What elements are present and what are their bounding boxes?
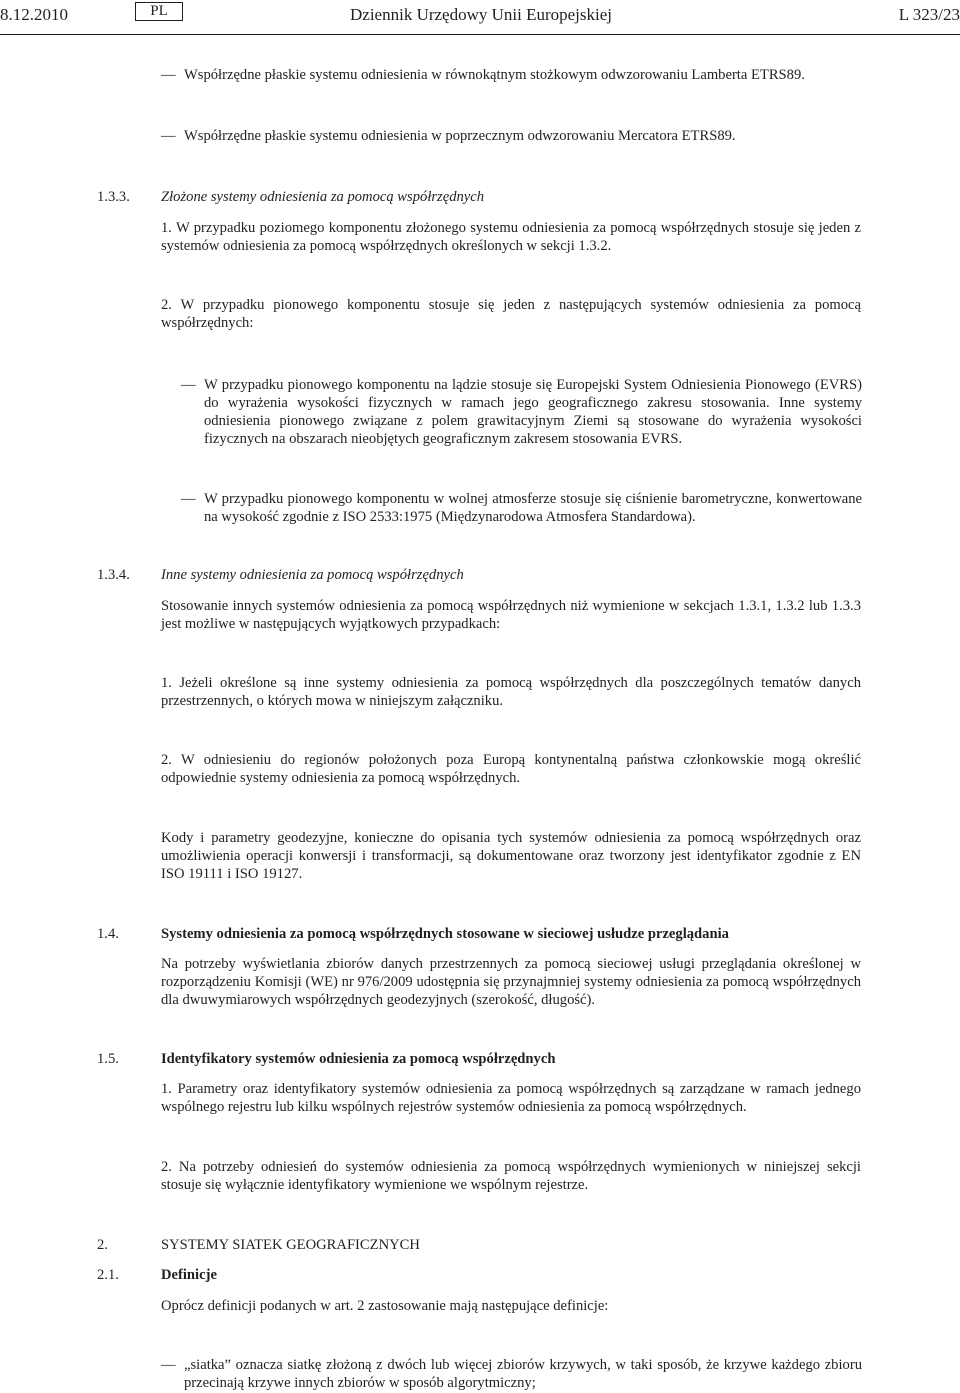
dash-marker: — (161, 67, 176, 83)
section-number: 1.5. (97, 1051, 119, 1067)
dash-marker: — (161, 128, 176, 144)
header-rule (0, 34, 960, 35)
section-title: Definicje (161, 1267, 217, 1283)
dash-marker: — (161, 1357, 176, 1373)
section-number: 2. (97, 1237, 108, 1253)
list-item: 2. W odniesieniu do regionów położonych poza Europą kontynentalną państwa członkowskie mogą określić odpowiednie systemy odniesienia za pomocą współrzędnych. (161, 752, 861, 786)
list-item: „siatka” oznacza siatkę złożoną z dwóch lub więcej zbiorów krzywych, w taki sposób, że krzywe każdego zbioru przecinają krzywe innych zbiorów w sposób algorytmiczny; (184, 1357, 862, 1391)
header-date: 8.12.2010 (0, 5, 68, 24)
paragraph: 1. W przypadku poziomego komponentu złożonego systemu odniesienia za pomocą współrzędnych stosuje się jeden z systemów odniesienia za pomocą współrzędnych określonych w sekcji 1.3.2. (161, 220, 861, 254)
dash-marker: — (181, 491, 196, 507)
page-header (0, 0, 960, 34)
list-item: Współrzędne płaskie systemu odniesienia w równokątnym stożkowym odwzorowaniu Lamberta ETRS89. (184, 67, 805, 83)
list-item: W przypadku pionowego komponentu w wolnej atmosferze stosuje się ciśnienie barometryczne, konwertowane na wysokość zgodnie z ISO 2533:1975 (Międzynarodowa Atmosfera Standardowa). (204, 491, 862, 525)
list-item: 1. Parametry oraz identyfikatory systemów odniesienia za pomocą współrzędnych są zarządzane w ramach jednego wspólnego rejestru lub kilku wspólnych rejestrów systemów odniesienia za pomocą współrzędnych. (161, 1081, 861, 1115)
section-number: 1.3.3. (97, 189, 130, 205)
section-title: Identyfikatory systemów odniesienia za pomocą współrzędnych (161, 1051, 556, 1067)
journal-title: Dziennik Urzędowy Unii Europejskiej (350, 5, 613, 24)
language-badge: PL (135, 2, 183, 21)
list-item: 1. Jeżeli określone są inne systemy odniesienia za pomocą współrzędnych dla poszczególnych tematów danych przestrzennych, o których mowa w niniejszym załączniku. (161, 675, 861, 709)
section-title: Inne systemy odniesienia za pomocą współrzędnych (161, 567, 464, 583)
paragraph: Na potrzeby wyświetlania zbiorów danych przestrzennych za pomocą sieciowej usługi przeglądania określonej w rozporządzeniu Komisji (WE) nr 976/2009 udostępnia się przynajmniej systemy odniesienia za pomocą współrzędnych dla dwuwymiarowych współrzędnych geodezyjnych (szerokość, długość). (161, 956, 861, 1008)
paragraph: Kody i parametry geodezyjne, konieczne do opisania tych systemów odniesienia za pomocą współrzędnych oraz umożliwienia operacji konwersji i transformacji, są dokumentowane oraz tworzony jest identyfikator zgodnie z EN ISO 19111 i ISO 19127. (161, 830, 861, 882)
list-item: Współrzędne płaskie systemu odniesienia w poprzecznym odwzorowaniu Mercatora ETRS89. (184, 128, 736, 144)
section-number: 1.4. (97, 926, 119, 942)
paragraph: 2. W przypadku pionowego komponentu stosuje się jeden z następujących systemów odniesienia za pomocą współrzędnych: (161, 297, 861, 331)
section-title: Złożone systemy odniesienia za pomocą współrzędnych (161, 189, 485, 205)
section-number: 2.1. (97, 1267, 119, 1283)
section-number: 1.3.4. (97, 567, 130, 583)
dash-marker: — (181, 377, 196, 393)
section-title: Systemy odniesienia za pomocą współrzędnych stosowane w sieciowej usłudze przeglądania (161, 926, 729, 942)
paragraph: Oprócz definicji podanych w art. 2 zastosowanie mają następujące definicje: (161, 1298, 609, 1314)
list-item: W przypadku pionowego komponentu na lądzie stosuje się Europejski System Odniesienia Pionowego (EVRS) do wyrażenia wysokości fizycznych w ramach jego geograficznego zakresu stosowania. Inne systemy odniesienia pionowego związane z polem grawitacyjnym Ziemi są stosowane do wyrażenia wysokości fizycznych na obszarach nieobjętych geograficznym zakresem stosowania EVRS. (204, 377, 862, 447)
page-reference: L 323/23 (898, 5, 960, 24)
list-item: 2. Na potrzeby odniesień do systemów odniesienia za pomocą współrzędnych wymienionych w niniejszej sekcji stosuje się wyłącznie identyfikatory wymienione we wspólnym rejestrze. (161, 1159, 861, 1193)
paragraph: Stosowanie innych systemów odniesienia za pomocą współrzędnych niż wymienione w sekcjach 1.3.1, 1.3.2 lub 1.3.3 jest możliwe w następujących wyjątkowych przypadkach: (161, 598, 861, 632)
section-title: SYSTEMY SIATEK GEOGRAFICZNYCH (161, 1237, 420, 1253)
